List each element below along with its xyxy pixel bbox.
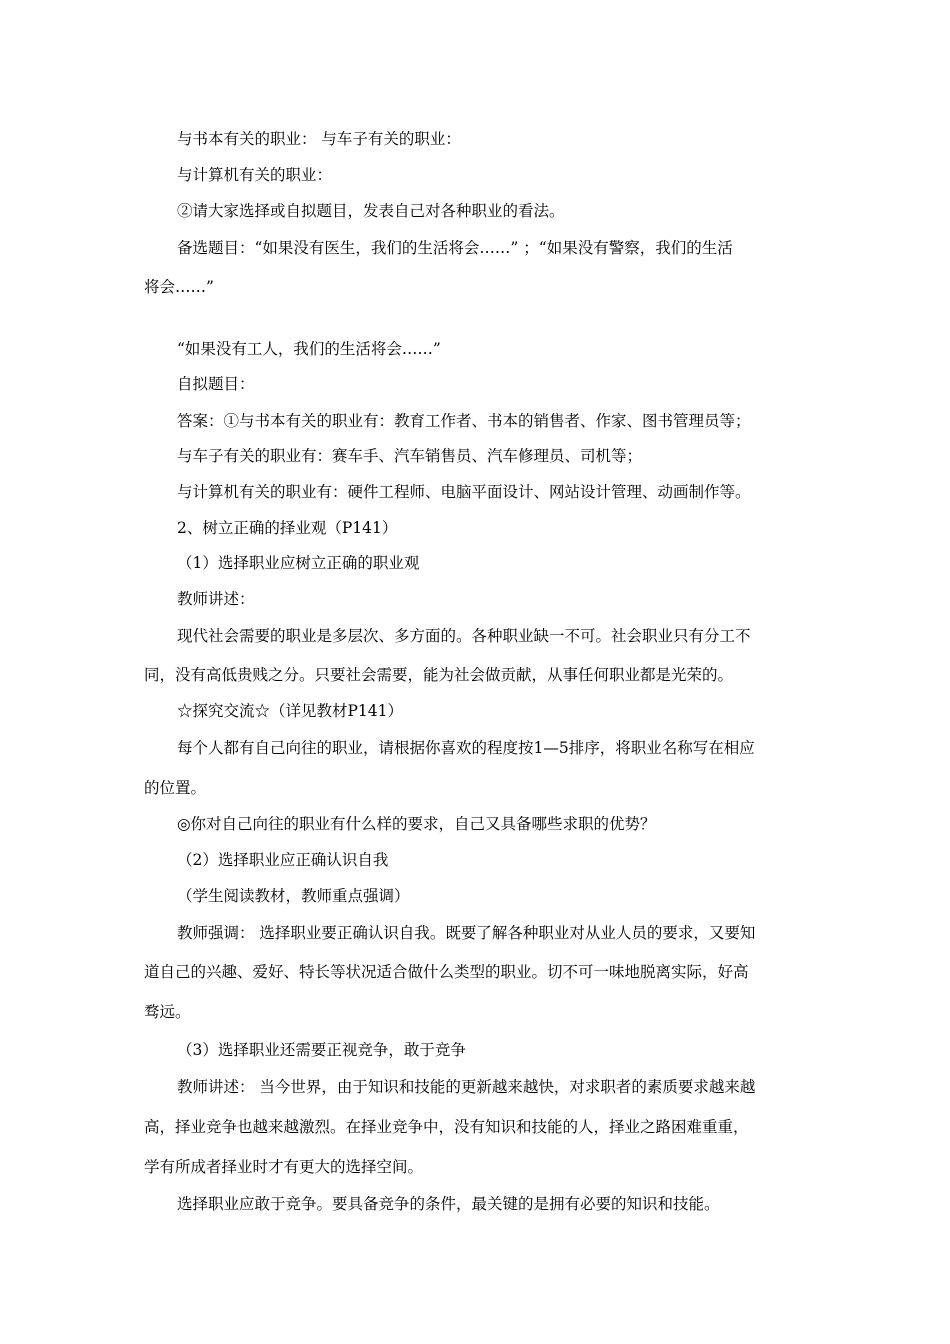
paragraph-line: 道自己的兴趣、爱好、特长等状况适合做什么类型的职业。切不可一味地脱离实际，好高 <box>144 963 749 981</box>
subsection-heading: （1）选择职业应树立正确的职业观 <box>177 554 420 572</box>
paragraph-line: 高，择业竞争也越来越激烈。在择业竞争中，没有知识和技能的人，择业之路困难重重， <box>144 1118 749 1136</box>
paragraph-line: 与车子有关的职业有：赛车手、汽车销售员、汽车修理员、司机等； <box>177 447 643 465</box>
paragraph-line: 与计算机有关的职业： <box>177 166 333 184</box>
paragraph-line: 自拟题目： <box>177 375 255 393</box>
section-heading: 2、树立正确的择业观（P141） <box>177 519 398 537</box>
paragraph-line: 每个人都有自己向往的职业，请根据你喜欢的程度按1—5排序，将职业名称写在相应 <box>177 739 755 757</box>
paragraph-line: 教师讲述： 当今世界，由于知识和技能的更新越来越快，对求职者的素质要求越来越 <box>177 1078 756 1096</box>
paragraph-line: ☆探究交流☆（详见教材P141） <box>177 702 404 720</box>
paragraph-line: 与书本有关的职业： 与车子有关的职业： <box>177 130 461 148</box>
paragraph-line: （学生阅读教材，教师重点强调） <box>177 887 410 905</box>
paragraph-line: 备选题目：“如果没有医生，我们的生活将会……” ；“如果没有警察，我们的生活 <box>177 239 733 257</box>
paragraph-line: 将会……” <box>144 278 214 296</box>
paragraph-line: 骛远。 <box>144 1003 191 1021</box>
paragraph-line: 现代社会需要的职业是多层次、多方面的。各种职业缺一不可。社会职业只有分工不 <box>177 627 751 645</box>
paragraph-line: ②请大家选择或自拟题目，发表自己对各种职业的看法。 <box>177 202 565 220</box>
paragraph-line: ◎你对自己向往的职业有什么样的要求，自己又具备哪些求职的优势？ <box>177 815 656 833</box>
paragraph-line: 选择职业应敢于竞争。要具备竞争的条件，最关键的是拥有必要的知识和技能。 <box>177 1195 720 1213</box>
paragraph-line: 的位置。 <box>144 779 207 797</box>
subsection-heading: （2）选择职业应正确认识自我 <box>177 851 389 869</box>
paragraph-line: 教师讲述： <box>177 590 255 608</box>
paragraph-line: 教师强调： 选择职业要正确认识自我。既要了解各种职业对从业人员的要求，又要知 <box>177 924 756 942</box>
paragraph-line: 学有所成者择业时才有更大的选择空间。 <box>144 1158 424 1176</box>
paragraph-line: 答案：①与书本有关的职业有：教育工作者、书本的销售者、作家、图书管理员等； <box>177 412 751 430</box>
paragraph-line: 与计算机有关的职业有：硬件工程师、电脑平面设计、网站设计管理、动画制作等。 <box>177 483 751 501</box>
subsection-heading: （3）选择职业还需要正视竞争，敢于竞争 <box>177 1041 466 1059</box>
paragraph-line: 同，没有高低贵贱之分。只要社会需要，能为社会做贡献，从事任何职业都是光荣的。 <box>144 666 734 684</box>
paragraph-line: “如果没有工人，我们的生活将会……” <box>177 340 441 358</box>
